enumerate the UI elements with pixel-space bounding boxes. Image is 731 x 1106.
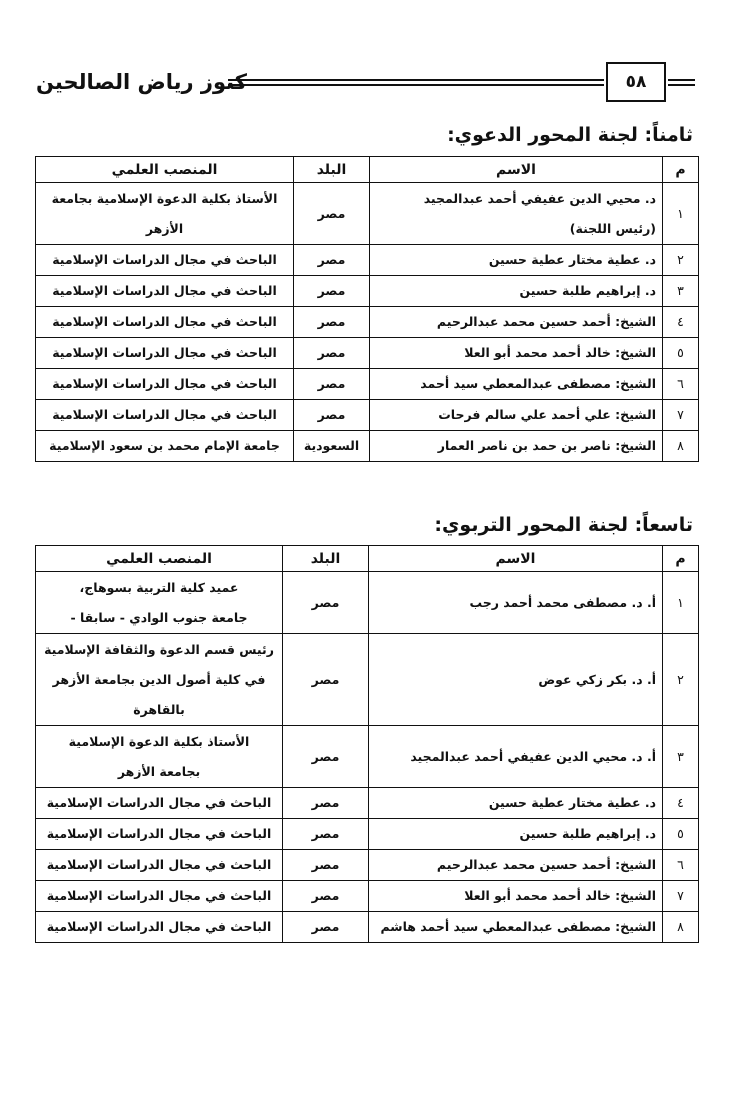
cell-position-line: الباحث في مجال الدراسات الإسلامية xyxy=(46,919,272,934)
cell-position-line: الباحث في مجال الدراسات الإسلامية xyxy=(46,795,272,810)
cell-num: ٧ xyxy=(663,400,699,431)
cell-country: مصر xyxy=(294,400,370,431)
table-row xyxy=(36,245,699,276)
cell-name xyxy=(370,400,663,431)
cell-num: ٥ xyxy=(663,819,699,850)
cell-country: مصر xyxy=(294,338,370,369)
section-title-9: تاسعاً: لجنة المحور التربوي: xyxy=(434,514,693,536)
cell-name xyxy=(369,881,663,912)
cell-name xyxy=(369,572,663,634)
cell-num: ٨ xyxy=(663,431,699,462)
committee-table-8 xyxy=(35,156,699,462)
table-row xyxy=(36,726,699,788)
cell-position xyxy=(36,788,283,819)
cell-country: مصر xyxy=(283,634,369,726)
cell-position xyxy=(36,850,283,881)
cell-country: مصر xyxy=(294,307,370,338)
cell-position-line: الأستاذ بكلية الدعوة الإسلامية xyxy=(68,733,250,749)
cell-name xyxy=(369,788,663,819)
cell-position-line: جامعة الإمام محمد بن سعود الإسلامية xyxy=(49,438,280,453)
cell-name-line: (رئيس اللجنة) xyxy=(569,220,656,236)
cell-position xyxy=(36,634,283,726)
cell-position xyxy=(36,307,294,338)
column-header-name: الاسم xyxy=(369,546,663,572)
cell-name-line: أ. د. محيي الدين عفيفي أحمد عبدالمجيد xyxy=(410,748,656,764)
header-rule xyxy=(228,79,604,81)
table-row xyxy=(36,788,699,819)
table-row xyxy=(36,912,699,943)
cell-position-line: الباحث في مجال الدراسات الإسلامية xyxy=(52,376,277,391)
cell-position-line: الباحث في مجال الدراسات الإسلامية xyxy=(52,314,277,329)
page-header xyxy=(28,60,694,110)
cell-name xyxy=(370,338,663,369)
book-title: كنوز رياض الصالحين xyxy=(36,70,247,94)
table-row xyxy=(36,276,699,307)
table-header-row xyxy=(36,546,699,572)
cell-num: ٨ xyxy=(663,912,699,943)
table-row xyxy=(36,572,699,634)
cell-country: مصر xyxy=(294,369,370,400)
column-header-num: م xyxy=(663,546,699,572)
cell-position xyxy=(36,245,294,276)
cell-name-line: أ. د. بكر زكي عوض xyxy=(538,671,656,687)
cell-num: ٦ xyxy=(663,369,699,400)
table-row xyxy=(36,369,699,400)
cell-country: السعودية xyxy=(294,431,370,462)
cell-name xyxy=(369,819,663,850)
cell-position-line: بالقاهرة xyxy=(133,701,185,717)
column-header-position: المنصب العلمي xyxy=(36,157,294,183)
cell-name-line: د. عطية مختار عطية حسين xyxy=(488,252,656,267)
cell-country: مصر xyxy=(283,819,369,850)
column-header-name: الاسم xyxy=(370,157,663,183)
table-row xyxy=(36,634,699,726)
cell-name-line: د. إبراهيم طلبة حسين xyxy=(519,283,656,298)
cell-position xyxy=(36,912,283,943)
table-row xyxy=(36,881,699,912)
cell-name-line: الشيخ: علي أحمد علي سالم فرحات xyxy=(438,407,656,422)
cell-name xyxy=(370,307,663,338)
cell-num: ١ xyxy=(663,572,699,634)
cell-position xyxy=(36,431,294,462)
column-header-country: البلد xyxy=(294,157,370,183)
cell-position-line: الباحث في مجال الدراسات الإسلامية xyxy=(52,252,277,267)
cell-num: ٣ xyxy=(663,726,699,788)
header-rule xyxy=(668,79,695,81)
cell-num: ٧ xyxy=(663,881,699,912)
cell-position-line: الباحث في مجال الدراسات الإسلامية xyxy=(52,283,277,298)
column-header-country: البلد xyxy=(283,546,369,572)
cell-name xyxy=(370,183,663,245)
cell-position xyxy=(36,369,294,400)
cell-position-line: في كلية أصول الدين بجامعة الأزهر xyxy=(52,671,266,687)
cell-name xyxy=(369,850,663,881)
cell-position xyxy=(36,183,294,245)
cell-name-line: د. عطية مختار عطية حسين xyxy=(488,795,656,810)
header-rule xyxy=(668,84,695,86)
section-title-8: ثامناً: لجنة المحور الدعوي: xyxy=(447,124,693,146)
cell-position-line: بجامعة الأزهر xyxy=(117,763,201,779)
cell-position-line: الباحث في مجال الدراسات الإسلامية xyxy=(52,345,277,360)
table-row xyxy=(36,400,699,431)
table-header-row xyxy=(36,157,699,183)
cell-name xyxy=(370,276,663,307)
column-header-position: المنصب العلمي xyxy=(36,546,283,572)
column-header-num: م xyxy=(663,157,699,183)
cell-position-line: الباحث في مجال الدراسات الإسلامية xyxy=(46,826,272,841)
cell-num: ٣ xyxy=(663,276,699,307)
cell-name-line: د. إبراهيم طلبة حسين xyxy=(519,826,656,841)
header-rule xyxy=(228,84,604,86)
cell-position-line: الباحث في مجال الدراسات الإسلامية xyxy=(52,407,277,422)
cell-num: ١ xyxy=(663,183,699,245)
cell-name xyxy=(370,431,663,462)
cell-num: ٢ xyxy=(663,634,699,726)
cell-name xyxy=(369,912,663,943)
cell-position xyxy=(36,819,283,850)
cell-country: مصر xyxy=(283,788,369,819)
cell-name-line: أ. د. مصطفى محمد أحمد رجب xyxy=(469,594,656,610)
cell-position-line: جامعة جنوب الوادي - سابقا - xyxy=(70,609,248,625)
cell-position xyxy=(36,726,283,788)
table-row xyxy=(36,431,699,462)
cell-name xyxy=(370,245,663,276)
cell-position xyxy=(36,276,294,307)
cell-position-line: الأستاذ بكلية الدعوة الإسلامية بجامعة xyxy=(51,190,278,206)
cell-num: ٤ xyxy=(663,307,699,338)
cell-country: مصر xyxy=(294,183,370,245)
committee-table-9 xyxy=(35,545,699,943)
cell-position xyxy=(36,400,294,431)
cell-name-line: الشيخ: مصطفى عبدالمعطي سيد أحمد هاشم xyxy=(380,919,656,934)
cell-position-line: الباحث في مجال الدراسات الإسلامية xyxy=(46,888,272,903)
cell-country: مصر xyxy=(283,850,369,881)
cell-name xyxy=(369,634,663,726)
cell-position xyxy=(36,572,283,634)
cell-position-line: الأزهر xyxy=(145,220,184,236)
cell-country: مصر xyxy=(283,572,369,634)
cell-country: مصر xyxy=(294,276,370,307)
cell-num: ٢ xyxy=(663,245,699,276)
cell-name-line: الشيخ: مصطفى عبدالمعطي سيد أحمد xyxy=(420,376,656,391)
cell-position-line: الباحث في مجال الدراسات الإسلامية xyxy=(46,857,272,872)
cell-name-line: الشيخ: أحمد حسين محمد عبدالرحيم xyxy=(436,314,656,329)
cell-name-line: الشيخ: خالد أحمد محمد أبو العلا xyxy=(464,888,656,903)
cell-position xyxy=(36,338,294,369)
table-row xyxy=(36,850,699,881)
cell-num: ٤ xyxy=(663,788,699,819)
cell-country: مصر xyxy=(283,726,369,788)
page-number: ٥٨ xyxy=(606,62,666,102)
cell-position-line: رئيس قسم الدعوة والثقافة الإسلامية xyxy=(44,641,274,657)
cell-name-line: د. محيي الدين عفيفي أحمد عبدالمجيد xyxy=(423,190,656,206)
cell-country: مصر xyxy=(283,881,369,912)
table-row xyxy=(36,338,699,369)
table-row xyxy=(36,307,699,338)
cell-name-line: الشيخ: خالد أحمد محمد أبو العلا xyxy=(464,345,656,360)
cell-country: مصر xyxy=(294,245,370,276)
cell-name xyxy=(369,726,663,788)
cell-num: ٦ xyxy=(663,850,699,881)
table-row xyxy=(36,819,699,850)
cell-name xyxy=(370,369,663,400)
cell-position xyxy=(36,881,283,912)
cell-num: ٥ xyxy=(663,338,699,369)
cell-name-line: الشيخ: أحمد حسين محمد عبدالرحيم xyxy=(436,857,656,872)
cell-position-line: عميد كلية التربية بسوهاج، xyxy=(79,579,239,595)
cell-name-line: الشيخ: ناصر بن حمد بن ناصر العمار xyxy=(437,438,656,453)
table-row xyxy=(36,183,699,245)
cell-country: مصر xyxy=(283,912,369,943)
